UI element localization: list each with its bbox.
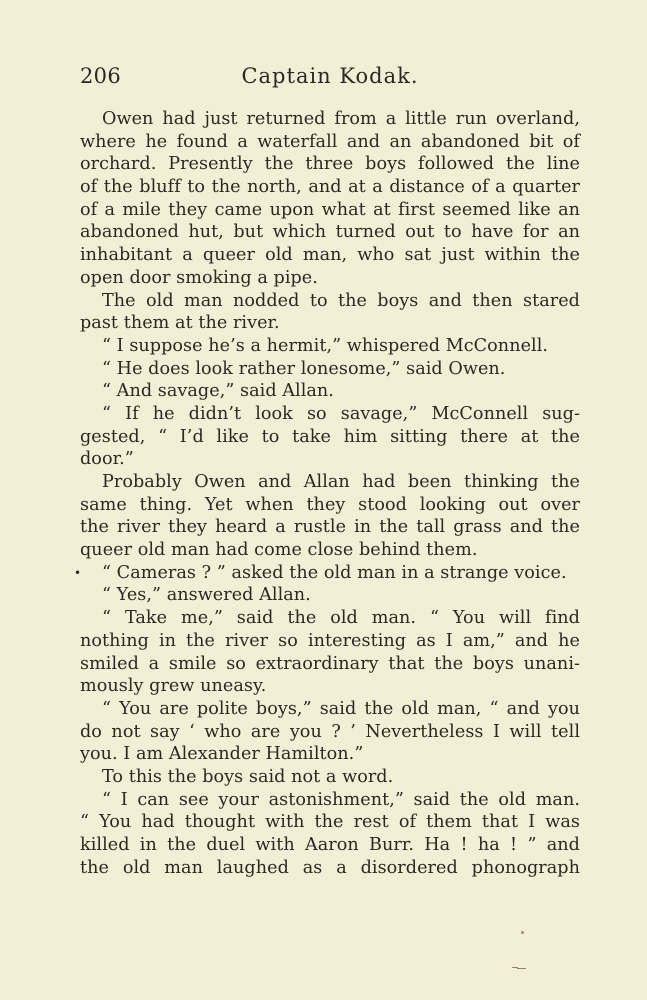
line-text: do not say ‘ who are you ? ’ Nevertheless I will tell (80, 721, 580, 742)
line-text: queer old man had come close behind them. (80, 540, 478, 561)
text-line (80, 244, 580, 267)
line-text: mously grew uneasy. (80, 676, 267, 697)
line-text: killed in the duel with Aaron Burr. Ha ! ha ! ” and (80, 835, 580, 855)
line-text: The old man nodded to the boys and then stared (102, 290, 580, 311)
text-line (80, 630, 580, 653)
text-line (80, 584, 580, 607)
ink-speck (521, 931, 524, 934)
line-text: door.” (80, 449, 134, 470)
running-title: Captain Kodak. (241, 64, 419, 88)
line-text: To this the boys said not a word. (102, 766, 394, 787)
line-text: abandoned hut, but which turned out to have for an (80, 222, 580, 243)
line-text: “ You are polite boys,” said the old man, “ and you (102, 698, 580, 719)
bullet-mark: • (74, 565, 82, 580)
text-line (80, 721, 580, 744)
page-number: 206 (80, 64, 121, 88)
line-text: smiled a smile so extraordinary that the boys unani- (80, 653, 580, 674)
page-header (80, 64, 580, 96)
ink-mark (512, 967, 526, 970)
line-text: where he found a waterfall and an abandoned bit of (80, 131, 580, 152)
line-text: “ And savage,” said Allan. (102, 381, 334, 402)
line-text: “ You had thought with the rest of them that I was (80, 812, 580, 833)
text-line (80, 698, 580, 721)
text-line (80, 335, 580, 358)
text-line (80, 312, 580, 335)
text-line (80, 675, 580, 698)
line-text: “ I can see your astonishment,” said the old man. (102, 789, 580, 810)
line-text: “ He does look rather lonesome,” said Owen. (102, 358, 506, 379)
text-line (80, 108, 580, 131)
line-text: the old man laughed as a disordered phonograph (80, 857, 580, 878)
text-line (80, 153, 580, 176)
line-text: nothing in the river so interesting as I am,” and he (80, 630, 580, 651)
line-text: of the bluff to the north, and at a distance of a quarter (80, 177, 580, 198)
text-line (80, 653, 580, 676)
text-line (80, 448, 580, 471)
line-text: you. I am Alexander Hamilton.” (80, 744, 364, 765)
line-text: Owen had just returned from a little run overland, (102, 109, 580, 129)
line-text: orchard. Presently the three boys followed the line (80, 154, 580, 175)
line-text: “ Take me,” said the old man. “ You will find (102, 608, 580, 629)
text-line (80, 426, 580, 449)
text-line (80, 834, 580, 857)
body-text (74, 108, 580, 879)
text-line (74, 562, 580, 585)
text-line (80, 607, 580, 630)
line-text: “ Yes,” answered Allan. (102, 585, 311, 606)
text-line (80, 290, 580, 313)
text-line (80, 358, 580, 381)
line-text: same thing. Yet when they stood looking out over (80, 494, 580, 515)
text-line (80, 131, 580, 154)
text-line (80, 199, 580, 222)
text-line (80, 811, 580, 834)
line-text: gested, “ I’d like to take him sitting there at the (80, 426, 580, 447)
line-text: open door smoking a pipe. (80, 267, 318, 288)
line-text: inhabitant a queer old man, who sat just within the (80, 245, 580, 266)
line-text: “ I suppose he’s a hermit,” whispered McConnell. (102, 335, 549, 356)
text-line (80, 471, 580, 494)
text-line (80, 380, 580, 403)
text-line (80, 743, 580, 766)
line-text: “ Cameras ? ” asked the old man in a strange voice. (102, 562, 567, 583)
text-line (80, 539, 580, 562)
text-line (80, 267, 580, 290)
text-line (80, 176, 580, 199)
line-text: past them at the river. (80, 313, 280, 334)
line-text: of a mile they came upon what at first seemed like an (80, 199, 580, 220)
text-line (80, 789, 580, 812)
text-line (80, 221, 580, 244)
text-line (80, 857, 580, 880)
line-text: Probably Owen and Allan had been thinking the (102, 472, 580, 492)
text-line (80, 494, 580, 517)
line-text: the river they heard a rustle in the tall grass and the (80, 517, 580, 538)
text-line (80, 766, 580, 789)
line-text: “ If he didn’t look so savage,” McConnell sug- (102, 403, 580, 424)
text-line (80, 403, 580, 426)
text-line (80, 516, 580, 539)
